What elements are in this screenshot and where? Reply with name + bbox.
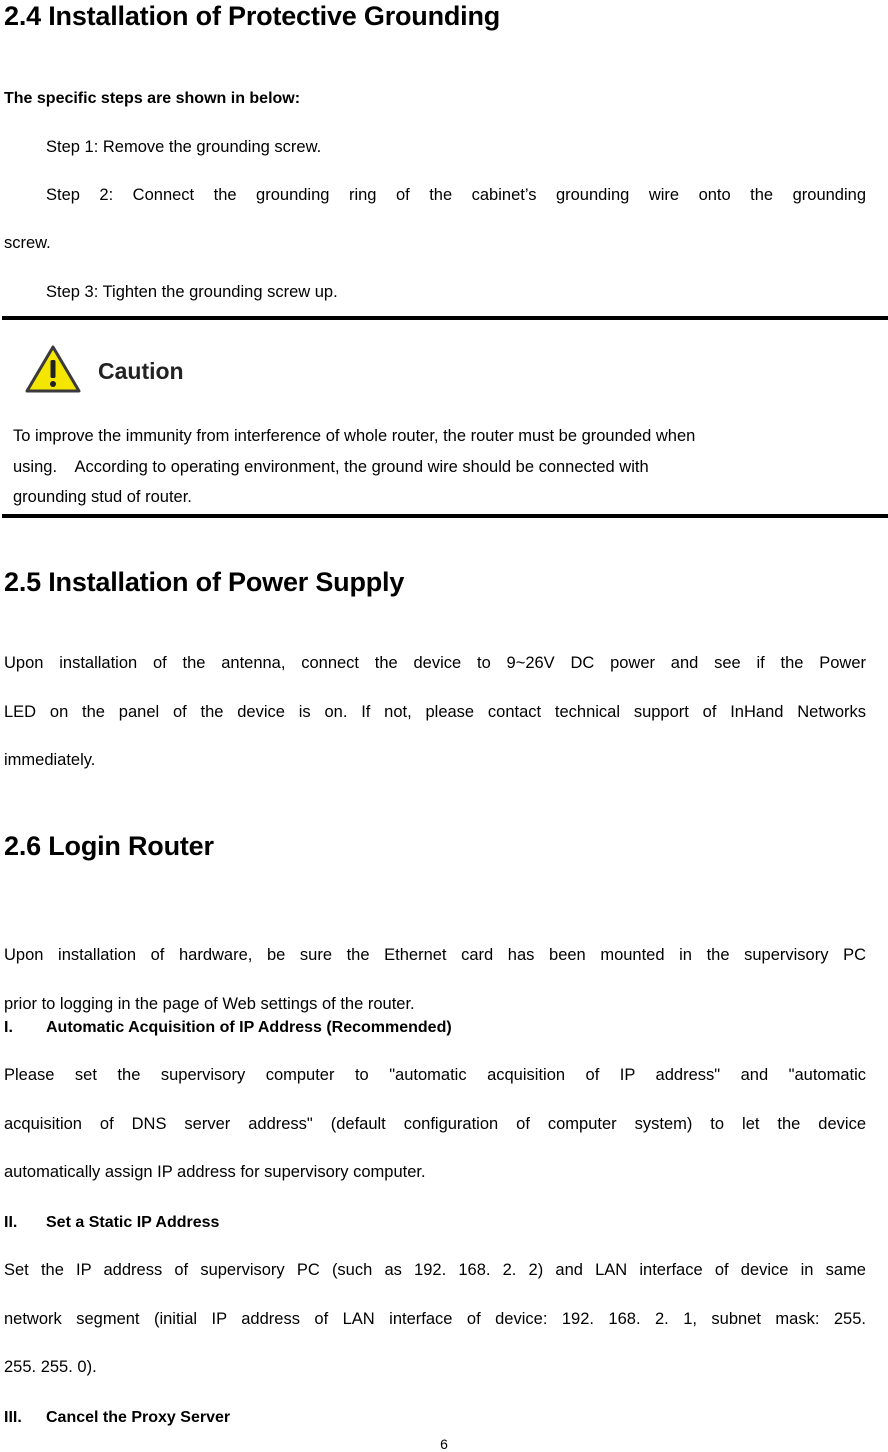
item-2-line-2: network segment (initial IP address of LAN interface of device: 192. 168. 2. 1, subnet mask: 255. [4,1310,866,1328]
item-2-heading [4,1213,219,1233]
steps-intro: The specific steps are shown in below: [4,90,301,107]
item-3-number: III. [4,1409,22,1426]
caution-top-rule [2,316,888,320]
step-2-line-1: Step 2: Connect the grounding ring of the cabinet’s grounding wire onto the grounding [46,186,866,204]
section-heading-2-5: 2.5 Installation of Power Supply [4,567,405,597]
section-heading-2-4: 2.4 Installation of Protective Grounding [4,1,501,31]
login-text-line-2: prior to logging in the page of Web settings of the router. [4,995,415,1013]
item-2-title: Set a Static IP Address [46,1214,220,1231]
caution-text-line-1: To improve the immunity from interference of whole router, the router must be grounded when [13,427,696,445]
page-number: 6 [440,1436,448,1452]
caution-header [24,345,184,397]
item-2-line-1: Set the IP address of supervisory PC (such as 192. 168. 2. 2) and LAN interface of device in same [4,1261,866,1279]
power-text-line-3: immediately. [4,751,96,769]
item-1-line-2: acquisition of DNS server address" (default configuration of computer system) to let the device [4,1115,866,1133]
item-1-number: I. [4,1019,13,1036]
item-2-line-3: 255. 255. 0). [4,1358,97,1376]
item-3-title: Cancel the Proxy Server [46,1409,231,1426]
power-text-line-2: LED on the panel of the device is on. If not, please contact technical support of InHand Networks [4,703,866,721]
item-1-line-1: Please set the supervisory computer to "automatic acquisition of IP address" and "automatic [4,1066,866,1084]
login-text-line-1: Upon installation of hardware, be sure the Ethernet card has been mounted in the supervisory PC [4,946,866,964]
step-1: Step 1: Remove the grounding screw. [46,138,322,156]
step-2-line-2: screw. [4,234,51,252]
item-2-number: II. [4,1214,18,1231]
warning-triangle-icon [24,344,82,399]
caution-text-line-3: grounding stud of router. [13,488,192,506]
caution-title: Caution [98,358,184,384]
item-3-heading [4,1408,230,1428]
step-3: Step 3: Tighten the grounding screw up. [46,283,338,301]
item-1-line-3: automatically assign IP address for supervisory computer. [4,1163,426,1181]
caution-bottom-rule [2,514,888,518]
caution-text-line-2: using. According to operating environment, the ground wire should be connected with [13,458,649,476]
section-heading-2-6: 2.6 Login Router [4,831,214,861]
item-1-heading [4,1018,452,1038]
power-text-line-1: Upon installation of the antenna, connect the device to 9~26V DC power and see if the Power [4,654,866,672]
item-1-title: Automatic Acquisition of IP Address (Recommended) [46,1019,452,1036]
